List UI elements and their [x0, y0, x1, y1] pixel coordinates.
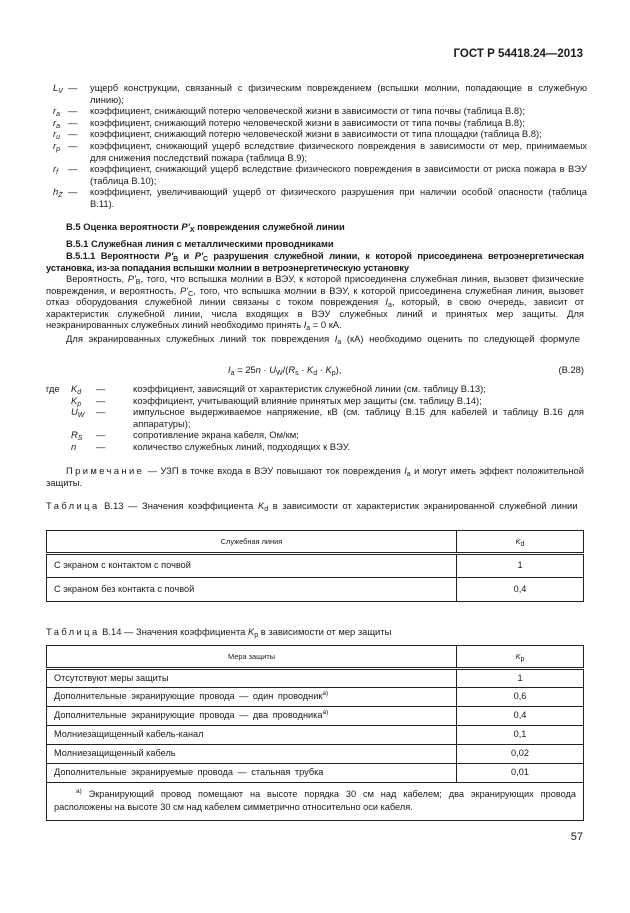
- table-footnote-row: [47, 783, 584, 821]
- table-row: [47, 764, 584, 783]
- symbol: $r_a$: [53, 105, 61, 119]
- definition-item: $r_p$ — коэффициент, снижающий ущерб вследствие физического повреждения в зависимости от мер, принимаемых для снижения последствий пожара (таблица В.9);: [53, 139, 587, 163]
- definition-item: $r_a$ — коэффициент, снижающий потерю человеческой жизни в зависимости от типа почвы (таблица В.8);: [53, 105, 525, 119]
- equation-number: (В.28): [558, 364, 584, 375]
- row-label: Отсутствуют меры защиты: [47, 669, 457, 688]
- row-value: 1: [457, 669, 584, 688]
- document-header: ГОСТ Р 54418.24—2013: [453, 48, 583, 60]
- row-label: Дополнительные экранируемые провода — стальная трубка: [47, 764, 457, 783]
- table-row: [47, 554, 584, 578]
- row-value: 1: [457, 554, 584, 578]
- section-heading-b511: В.5.1.1 Вероятности $P'_B$ и $P'_C$ разрушения служебной линии, к которой присоединена ветроэнергетическая установка, из-за попадания вспышки молнии в ветроэнергетическую установку: [46, 250, 584, 273]
- definition-text: коэффициент, снижающий потерю человеческой жизни в зависимости от типа почвы (таблица В.8);: [90, 116, 525, 128]
- definition-text: ущерб конструкции, связанный с физическим повреждением (вспышки молнии, попадающие в служебную линию);: [90, 82, 587, 105]
- symbol: $r_a$: [53, 116, 61, 130]
- column-header: Мера защиты: [47, 646, 457, 669]
- where-item: $R_S$ — сопротивление экрана кабеля, Ом/км;: [71, 429, 299, 443]
- row-label: Дополнительные экранирующие провода — один проводник$^{а)}$: [47, 688, 457, 707]
- definition-text: коэффициент, снижающий ущерб вследствие физического повреждения в зависимости от риска пожара в ВЭУ (таблица В.10);: [90, 163, 587, 186]
- where-item: где $K_d$ — коэффициент, зависящий от характеристик служебной линии (см. таблицу В.13);: [46, 383, 486, 396]
- row-value: 0,4: [457, 707, 584, 726]
- note: Примечание — УЗП в точке входа в ВЭУ повышают ток повреждения $I_a$ и могут иметь эффект положительной защиты.: [46, 465, 585, 488]
- row-label: С экраном с контактом с почвой: [47, 554, 457, 578]
- where-item: n — количество служебных линий, подходящих к ВЭУ.: [71, 440, 351, 452]
- row-value: 0,4: [457, 578, 584, 602]
- row-label: Молниезащищенный кабель-канал: [47, 726, 457, 745]
- where-item: $K_p$ — коэффициент, учитывающий влияние принятых мер защиты (см. таблицу В.14);: [71, 394, 482, 408]
- table-row: [47, 745, 584, 764]
- column-header: $K_p$: [457, 646, 584, 669]
- table-b13-caption: Таблица В.13 — Значения коэффициента $K_d$ в зависимости от характеристик экранированной служебной линии: [46, 500, 578, 513]
- paragraph-shielded: Для экранированных служебных линий ток повреждения $I_a$ (кА) необходимо оценить по следующей формуле: [66, 333, 580, 346]
- table-row: [47, 669, 584, 688]
- definitions-list: [53, 82, 587, 210]
- definition-item: $r_f$ — коэффициент, снижающий ущерб вследствие физического повреждения в зависимости от риска пожара в ВЭУ (таблица В.10);: [53, 163, 587, 186]
- row-value: 0,01: [457, 764, 584, 783]
- definition-text: коэффициент, снижающий потерю человеческой жизни в зависимости от типа площадки (таблица В.8);: [90, 128, 542, 140]
- row-label: С экраном без контакта с почвой: [47, 578, 457, 602]
- table-b13: [46, 530, 584, 602]
- definition-item: $r_u$ — коэффициент, снижающий потерю человеческой жизни в зависимости от типа площадки (таблица В.8);: [53, 128, 542, 142]
- symbol: $r_f$: [53, 163, 59, 177]
- definition-item: $r_a$ — коэффициент, снижающий потерю человеческой жизни в зависимости от типа почвы (таблица В.8);: [53, 116, 525, 130]
- definition-text: коэффициент, снижающий потерю человеческой жизни в зависимости от типа почвы (таблица В.8);: [90, 105, 525, 117]
- definition-text: коэффициент, увеличивающий ущерб от физического разрушения при наличии особой опасности (таблица В.11).: [90, 186, 587, 209]
- row-value: 0,1: [457, 726, 584, 745]
- definition-text: коэффициент, снижающий ущерб вследствие физического повреждения в зависимости от мер, принимаемых для снижения последствий пожара (таблица В.9);: [90, 139, 587, 163]
- definition-item: $h_Z$ — коэффициент, увеличивающий ущерб от физического разрушения при наличии особой опасности (таблица В.11).: [53, 186, 587, 209]
- table-row: [47, 726, 584, 745]
- formula-b28: $I_a = 25n \cdot U_W/(R_s \cdot K_d \cdot K_p)$,: [228, 364, 342, 377]
- symbol: $h_Z$: [53, 186, 63, 200]
- where-item: $U_W$ — импульсное выдерживаемое напряжение, кВ (см. таблицу В.15 для кабелей и таблицу В.16 для аппаратуры);: [71, 406, 584, 429]
- row-value: 0,02: [457, 745, 584, 764]
- section-heading-b51: В.5.1 Служебная линия с металлическими проводниками: [66, 238, 334, 249]
- section-heading-b5: В.5 Оценка вероятности $P'_X$ повреждения служебной линии: [66, 221, 345, 234]
- table-b14-caption: Таблица В.14 — Значения коэффициента $K_p$ в зависимости от мер защиты: [46, 626, 392, 639]
- table-row: [47, 578, 584, 602]
- where-list: [46, 383, 584, 453]
- row-value: 0,6: [457, 688, 584, 707]
- column-header: Служебная линия: [47, 531, 457, 554]
- table-row: [47, 688, 584, 707]
- symbol: $L_V$: [53, 82, 63, 95]
- table-header-row: [47, 646, 584, 669]
- table-row: [47, 707, 584, 726]
- page-number: 57: [570, 831, 583, 843]
- paragraph-probability: Вероятность, $P'_B$, того, что вспышка молнии в ВЭУ, к которой присоединена служебная линия, вызовет физические повреждения, и вероятность, $P'_C$, того, что вспышка молнии в ВЭУ, к которой присоединена служебная линия, вызовет отказ оборудования служебной линии связаны с током повреждения $I_a$, который, в свою очередь, зависит от характеристик служебной линии, числа входящих в ВЭУ служебных линий и принятых мер защиты. Для неэкранированных служебных линий необходимо принять $I_a = 0$ кА.: [46, 273, 585, 333]
- row-label: Дополнительные экранирующие провода — два проводника$^{а)}$: [47, 707, 457, 726]
- symbol: $r_u$: [53, 128, 61, 142]
- row-label: Молниезащищенный кабель: [47, 745, 457, 764]
- column-header: $K_d$: [457, 531, 584, 554]
- symbol: $r_p$: [53, 139, 61, 153]
- table-header-row: [47, 531, 584, 554]
- table-b14: [46, 645, 584, 821]
- table-footnote: $^{а)}$ Экранирующий провод помещают на высоте порядка 30 см над кабелем; два экранирующих провода расположены на высоте 30 см над кабелем симметрично относительно оси кабеля.: [47, 783, 584, 821]
- definition-item: $L_V$ — ущерб конструкции, связанный с физическим повреждением (вспышки молнии, попадающие в служебную линию);: [53, 82, 587, 105]
